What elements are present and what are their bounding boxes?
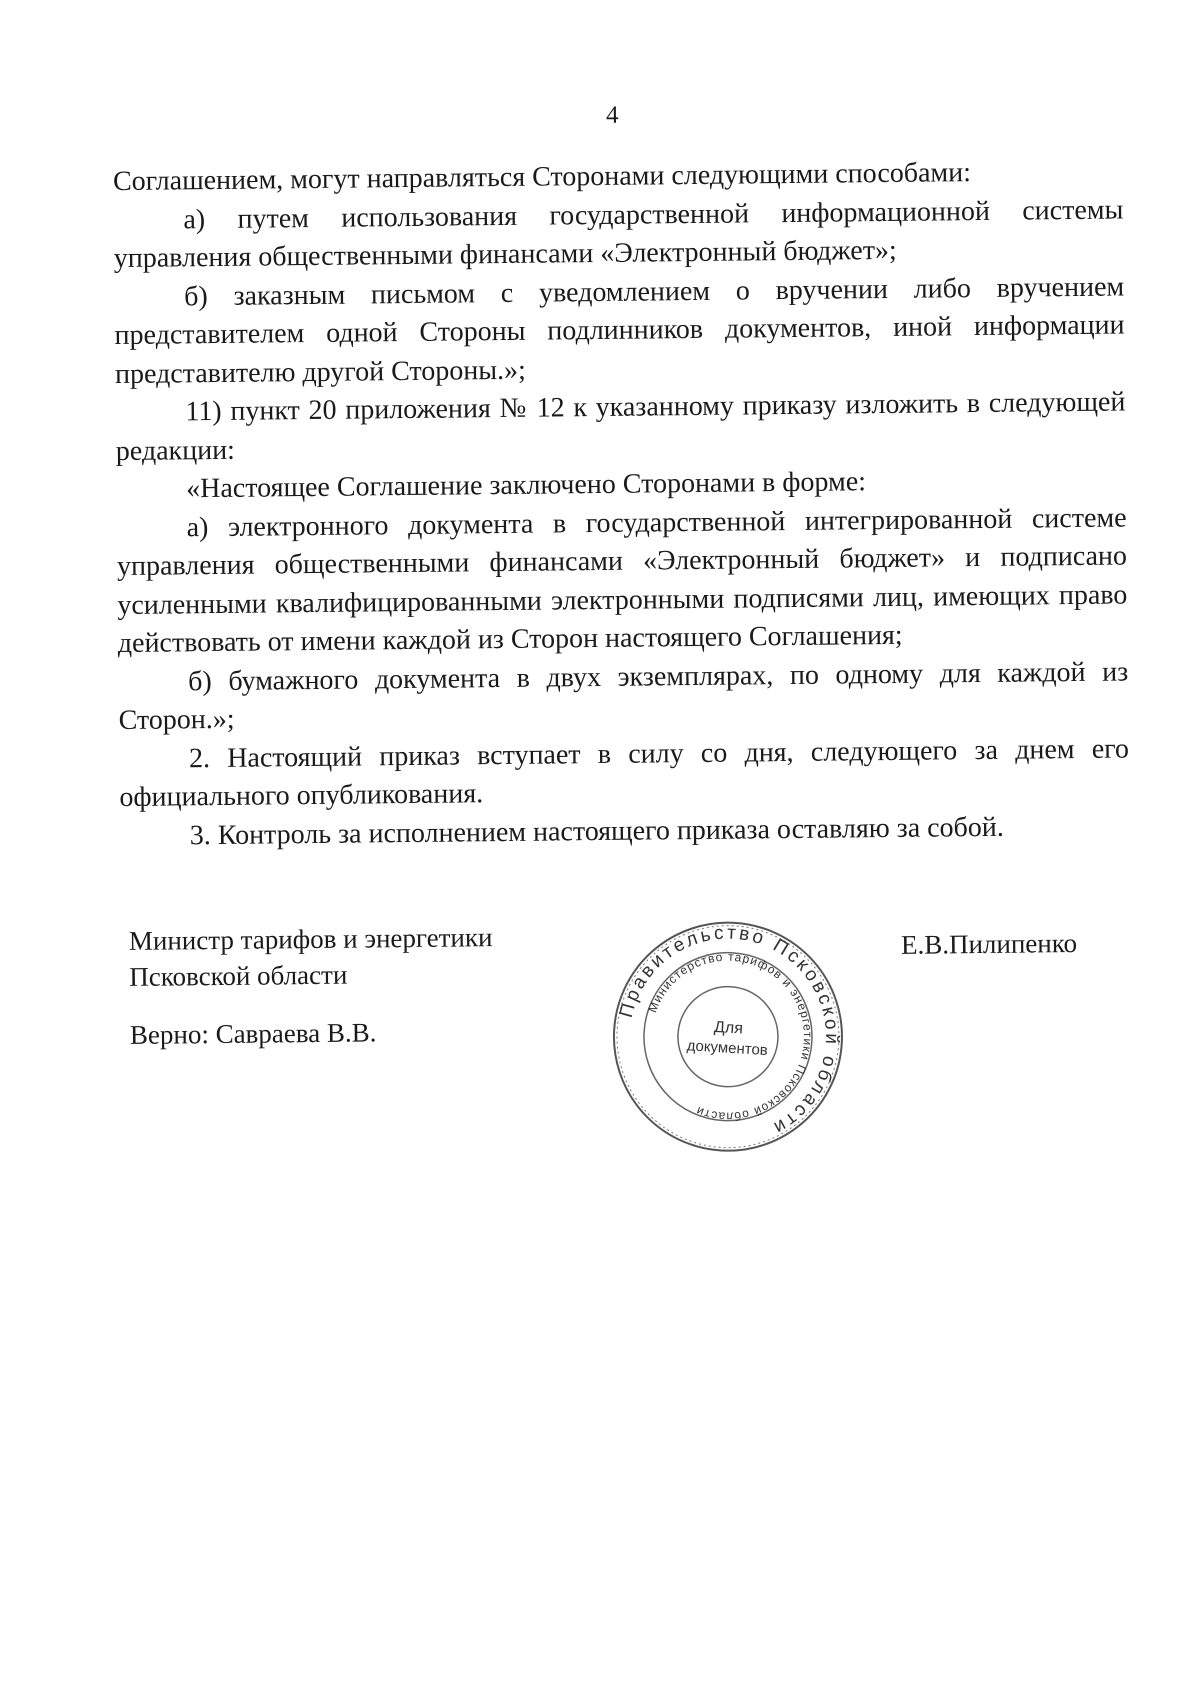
paragraph-item-a: а) путем использования государственной информационной системы управления общественными финансами «Электронный бюджет»; <box>113 193 1124 275</box>
signatory-position-line1: Министр тарифов и энергетики <box>128 922 493 956</box>
paragraph-item-b: б) заказным письмом с уведомлением о вручении либо вручением представителем одной Стороны подлинников документов, иной информации представителю другой Стороны.»; <box>114 270 1125 390</box>
seal-center-line2: документов <box>686 1037 769 1060</box>
paragraph-continuation: Соглашением, могут направляться Сторонами следующими способами: <box>112 157 972 198</box>
paragraph-form-a: а) электронного документа в государственной интегрированной системе управления общественными финансами «Электронный бюджет» и подписано усиленными квалифицированными электронными подписями лиц, имеющих право действовать от имени каждой из Сторон настоящего Соглашения; <box>116 501 1128 660</box>
signatory-position-line2: Псковской области <box>129 959 348 992</box>
seal-graphic <box>603 912 853 1162</box>
seal-outer-text: Правительство Псковской области <box>615 922 843 1140</box>
paragraph-point-2: 2. Настоящий приказ вступает в силу со дня, следующего за днем его официального опубликования. <box>119 732 1130 814</box>
seal-inner-text: Министерство тарифов и энергетики Псковской области <box>645 949 816 1124</box>
seal-center-line1: Для <box>713 1018 744 1038</box>
document-body <box>113 152 1130 856</box>
paragraph-quote-start: «Настоящее Соглашение заключено Сторонами в форме: <box>186 466 867 505</box>
verified-by: Верно: Савраева В.В. <box>129 1017 377 1050</box>
paragraph-point-3: 3. Контроль за исполнением настоящего приказа оставляю за собой. <box>189 811 1004 851</box>
page-number: 4 <box>605 101 619 129</box>
signatory-name: Е.В.Пилипенко <box>900 928 1078 960</box>
paragraph-form-b: б) бумажного документа в двух экземплярах, по одному для каждой из Сторон.»; <box>118 655 1129 737</box>
signatory-position <box>129 919 493 995</box>
paragraph-item-11: 11) пункт 20 приложения № 12 к указанному приказу изложить в следующей редакции: <box>115 386 1126 467</box>
official-seal <box>603 912 853 1162</box>
